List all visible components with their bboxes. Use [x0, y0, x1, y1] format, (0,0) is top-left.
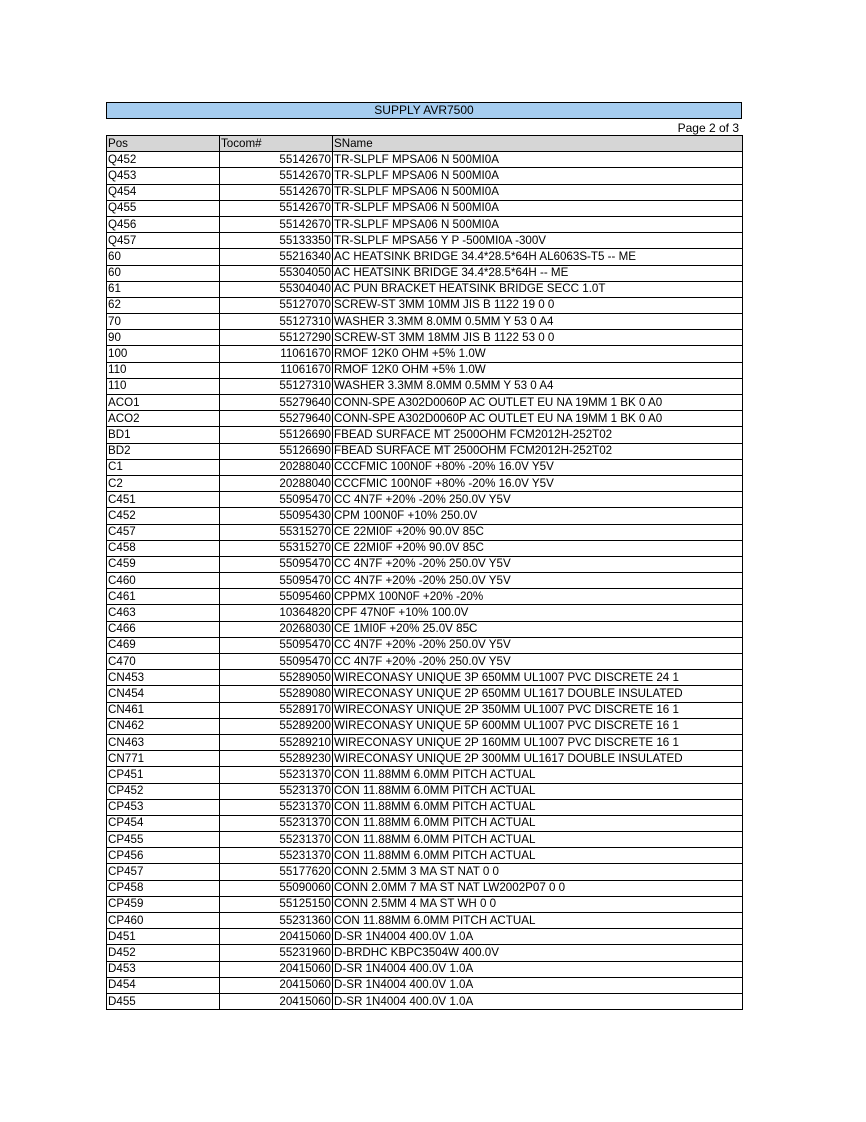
cell-tocom: 55177620 — [220, 864, 333, 880]
cell-tocom: 55231360 — [220, 913, 333, 929]
cell-tocom: 55142670 — [220, 168, 333, 184]
cell-sname: CE 1MI0F +20% 25.0V 85C — [333, 621, 743, 637]
cell-tocom: 55289050 — [220, 670, 333, 686]
cell-tocom: 55127290 — [220, 330, 333, 346]
table-row — [107, 411, 743, 427]
cell-sname: WASHER 3.3MM 8.0MM 0.5MM Y 53 0 A4 — [333, 314, 743, 330]
cell-sname: AC HEATSINK BRIDGE 34.4*28.5*64H -- ME — [333, 265, 743, 281]
table-row — [107, 492, 743, 508]
cell-sname: CON 11.88MM 6.0MM PITCH ACTUAL — [333, 815, 743, 831]
cell-tocom: 55133350 — [220, 233, 333, 249]
table-row — [107, 233, 743, 249]
cell-tocom: 55304050 — [220, 265, 333, 281]
cell-tocom: 55315270 — [220, 540, 333, 556]
cell-tocom: 55231370 — [220, 799, 333, 815]
cell-sname: TR-SLPLF MPSA06 N 500MI0A — [333, 152, 743, 168]
cell-sname: SCREW-ST 3MM 10MM JIS B 1122 19 0 0 — [333, 297, 743, 313]
cell-sname: WASHER 3.3MM 8.0MM 0.5MM Y 53 0 A4 — [333, 378, 743, 394]
cell-pos: Q454 — [107, 184, 220, 200]
cell-tocom: 55289210 — [220, 734, 333, 750]
cell-tocom: 55090060 — [220, 880, 333, 896]
cell-sname: TR-SLPLF MPSA06 N 500MI0A — [333, 216, 743, 232]
table-row — [107, 395, 743, 411]
cell-pos: 61 — [107, 281, 220, 297]
cell-pos: CP453 — [107, 799, 220, 815]
cell-sname: WIRECONASY UNIQUE 2P 160MM UL1007 PVC DISCRETE 16 1 — [333, 734, 743, 750]
cell-tocom: 55142670 — [220, 152, 333, 168]
cell-tocom: 55289200 — [220, 718, 333, 734]
table-row — [107, 637, 743, 653]
cell-tocom: 11061670 — [220, 346, 333, 362]
cell-tocom: 55095470 — [220, 573, 333, 589]
cell-sname: CONN-SPE A302D0060P AC OUTLET EU NA 19MM 1 BK 0 A0 — [333, 395, 743, 411]
cell-sname: CON 11.88MM 6.0MM PITCH ACTUAL — [333, 832, 743, 848]
cell-tocom: 55095470 — [220, 654, 333, 670]
column-header-pos: Pos — [107, 136, 220, 152]
cell-pos: C451 — [107, 492, 220, 508]
cell-sname: CC 4N7F +20% -20% 250.0V Y5V — [333, 556, 743, 572]
cell-sname: WIRECONASY UNIQUE 2P 650MM UL1617 DOUBLE INSULATED — [333, 686, 743, 702]
cell-sname: TR-SLPLF MPSA06 N 500MI0A — [333, 200, 743, 216]
table-row — [107, 378, 743, 394]
cell-pos: C463 — [107, 605, 220, 621]
table-row — [107, 281, 743, 297]
cell-pos: 70 — [107, 314, 220, 330]
table-row — [107, 475, 743, 491]
table-row — [107, 799, 743, 815]
cell-tocom: 20288040 — [220, 475, 333, 491]
parts-list-sheet — [106, 102, 742, 1010]
cell-sname: CONN 2.0MM 7 MA ST NAT LW2002P07 0 0 — [333, 880, 743, 896]
cell-tocom: 55127070 — [220, 297, 333, 313]
cell-sname: CC 4N7F +20% -20% 250.0V Y5V — [333, 573, 743, 589]
table-row — [107, 573, 743, 589]
cell-sname: CPPMX 100N0F +20% -20% — [333, 589, 743, 605]
cell-sname: CONN 2.5MM 3 MA ST NAT 0 0 — [333, 864, 743, 880]
cell-tocom: 55095430 — [220, 508, 333, 524]
cell-sname: RMOF 12K0 OHM +5% 1.0W — [333, 362, 743, 378]
cell-pos: 100 — [107, 346, 220, 362]
cell-sname: CON 11.88MM 6.0MM PITCH ACTUAL — [333, 783, 743, 799]
cell-tocom: 55231370 — [220, 783, 333, 799]
table-row — [107, 913, 743, 929]
table-row — [107, 702, 743, 718]
cell-sname: FBEAD SURFACE MT 2500OHM FCM2012H-252T02 — [333, 427, 743, 443]
table-row — [107, 265, 743, 281]
cell-tocom: 55289230 — [220, 751, 333, 767]
cell-tocom: 20415060 — [220, 929, 333, 945]
cell-sname: CCCFMIC 100N0F +80% -20% 16.0V Y5V — [333, 459, 743, 475]
cell-pos: Q455 — [107, 200, 220, 216]
table-row — [107, 184, 743, 200]
table-row — [107, 783, 743, 799]
table-row — [107, 718, 743, 734]
cell-tocom: 55279640 — [220, 411, 333, 427]
cell-sname: CE 22MI0F +20% 90.0V 85C — [333, 524, 743, 540]
table-row — [107, 815, 743, 831]
cell-tocom: 55231370 — [220, 767, 333, 783]
cell-sname: CPF 47N0F +10% 100.0V — [333, 605, 743, 621]
cell-sname: TR-SLPLF MPSA06 N 500MI0A — [333, 168, 743, 184]
cell-pos: C470 — [107, 654, 220, 670]
cell-pos: ACO2 — [107, 411, 220, 427]
cell-sname: D-SR 1N4004 400.0V 1.0A — [333, 961, 743, 977]
cell-tocom: 55231370 — [220, 815, 333, 831]
table-row — [107, 848, 743, 864]
cell-pos: C469 — [107, 637, 220, 653]
cell-sname: D-SR 1N4004 400.0V 1.0A — [333, 929, 743, 945]
cell-sname: RMOF 12K0 OHM +5% 1.0W — [333, 346, 743, 362]
cell-sname: CPM 100N0F +10% 250.0V — [333, 508, 743, 524]
cell-tocom: 55126690 — [220, 443, 333, 459]
table-row — [107, 929, 743, 945]
table-row — [107, 961, 743, 977]
cell-tocom: 55126690 — [220, 427, 333, 443]
cell-pos: CP460 — [107, 913, 220, 929]
cell-pos: Q453 — [107, 168, 220, 184]
cell-sname: CC 4N7F +20% -20% 250.0V Y5V — [333, 654, 743, 670]
cell-pos: C459 — [107, 556, 220, 572]
cell-sname: CE 22MI0F +20% 90.0V 85C — [333, 540, 743, 556]
cell-pos: CN463 — [107, 734, 220, 750]
cell-tocom: 55279640 — [220, 395, 333, 411]
cell-sname: SCREW-ST 3MM 18MM JIS B 1122 53 0 0 — [333, 330, 743, 346]
cell-tocom: 55125150 — [220, 896, 333, 912]
table-row — [107, 993, 743, 1009]
cell-tocom: 20415060 — [220, 961, 333, 977]
cell-pos: CN454 — [107, 686, 220, 702]
cell-pos: 60 — [107, 249, 220, 265]
cell-pos: D452 — [107, 945, 220, 961]
cell-tocom: 20415060 — [220, 993, 333, 1009]
table-row — [107, 945, 743, 961]
cell-pos: CP451 — [107, 767, 220, 783]
table-row — [107, 864, 743, 880]
cell-pos: CN462 — [107, 718, 220, 734]
cell-tocom: 55142670 — [220, 200, 333, 216]
cell-pos: 62 — [107, 297, 220, 313]
cell-tocom: 55095470 — [220, 556, 333, 572]
cell-tocom: 55315270 — [220, 524, 333, 540]
cell-pos: C452 — [107, 508, 220, 524]
cell-tocom: 20288040 — [220, 459, 333, 475]
table-row — [107, 832, 743, 848]
cell-pos: CN771 — [107, 751, 220, 767]
cell-tocom: 20268030 — [220, 621, 333, 637]
header-row — [107, 136, 743, 152]
cell-pos: 60 — [107, 265, 220, 281]
table-row — [107, 346, 743, 362]
cell-pos: CP458 — [107, 880, 220, 896]
cell-pos: ACO1 — [107, 395, 220, 411]
table-row — [107, 362, 743, 378]
cell-pos: C461 — [107, 589, 220, 605]
table-row — [107, 427, 743, 443]
cell-pos: CP459 — [107, 896, 220, 912]
cell-sname: TR-SLPLF MPSA56 Y P -500MI0A -300V — [333, 233, 743, 249]
cell-sname: D-SR 1N4004 400.0V 1.0A — [333, 993, 743, 1009]
cell-sname: D-BRDHC KBPC3504W 400.0V — [333, 945, 743, 961]
cell-sname: FBEAD SURFACE MT 2500OHM FCM2012H-252T02 — [333, 443, 743, 459]
table-row — [107, 443, 743, 459]
table-row — [107, 314, 743, 330]
cell-pos: BD1 — [107, 427, 220, 443]
table-row — [107, 589, 743, 605]
cell-pos: C466 — [107, 621, 220, 637]
table-row — [107, 508, 743, 524]
cell-pos: D453 — [107, 961, 220, 977]
table-body — [107, 152, 743, 1010]
table-row — [107, 152, 743, 168]
table-row — [107, 540, 743, 556]
cell-pos: CN453 — [107, 670, 220, 686]
cell-pos: CP452 — [107, 783, 220, 799]
table-row — [107, 654, 743, 670]
cell-pos: CN461 — [107, 702, 220, 718]
table-row — [107, 767, 743, 783]
cell-pos: 90 — [107, 330, 220, 346]
table-row — [107, 686, 743, 702]
cell-tocom: 55095460 — [220, 589, 333, 605]
cell-sname: AC PUN BRACKET HEATSINK BRIDGE SECC 1.0T — [333, 281, 743, 297]
cell-tocom: 55231370 — [220, 848, 333, 864]
cell-pos: CP457 — [107, 864, 220, 880]
cell-tocom: 55095470 — [220, 492, 333, 508]
cell-sname: CON 11.88MM 6.0MM PITCH ACTUAL — [333, 848, 743, 864]
table-row — [107, 670, 743, 686]
cell-sname: CONN 2.5MM 4 MA ST WH 0 0 — [333, 896, 743, 912]
page-indicator: Page 2 of 3 — [677, 121, 739, 135]
cell-pos: 110 — [107, 378, 220, 394]
table-row — [107, 605, 743, 621]
cell-sname: WIRECONASY UNIQUE 2P 300MM UL1617 DOUBLE INSULATED — [333, 751, 743, 767]
cell-sname: WIRECONASY UNIQUE 2P 350MM UL1007 PVC DISCRETE 16 1 — [333, 702, 743, 718]
cell-tocom: 20415060 — [220, 977, 333, 993]
cell-sname: D-SR 1N4004 400.0V 1.0A — [333, 977, 743, 993]
table-row — [107, 168, 743, 184]
table-row — [107, 734, 743, 750]
cell-tocom: 11061670 — [220, 362, 333, 378]
table-row — [107, 297, 743, 313]
cell-pos: Q457 — [107, 233, 220, 249]
cell-pos: 110 — [107, 362, 220, 378]
cell-tocom: 55289080 — [220, 686, 333, 702]
table-row — [107, 330, 743, 346]
cell-pos: CP454 — [107, 815, 220, 831]
cell-pos: C1 — [107, 459, 220, 475]
table-row — [107, 200, 743, 216]
cell-pos: D454 — [107, 977, 220, 993]
parts-table — [106, 135, 743, 1010]
cell-pos: CP455 — [107, 832, 220, 848]
cell-pos: D451 — [107, 929, 220, 945]
cell-tocom: 55127310 — [220, 378, 333, 394]
cell-pos: C457 — [107, 524, 220, 540]
table-row — [107, 556, 743, 572]
cell-pos: Q452 — [107, 152, 220, 168]
table-row — [107, 751, 743, 767]
table-row — [107, 977, 743, 993]
table-row — [107, 216, 743, 232]
cell-sname: TR-SLPLF MPSA06 N 500MI0A — [333, 184, 743, 200]
cell-pos: CP456 — [107, 848, 220, 864]
cell-tocom: 55095470 — [220, 637, 333, 653]
table-row — [107, 621, 743, 637]
table-row — [107, 896, 743, 912]
table-row — [107, 459, 743, 475]
cell-sname: CONN-SPE A302D0060P AC OUTLET EU NA 19MM 1 BK 0 A0 — [333, 411, 743, 427]
cell-sname: CC 4N7F +20% -20% 250.0V Y5V — [333, 492, 743, 508]
cell-tocom: 10364820 — [220, 605, 333, 621]
cell-pos: Q456 — [107, 216, 220, 232]
cell-sname: CCCFMIC 100N0F +80% -20% 16.0V Y5V — [333, 475, 743, 491]
cell-sname: WIRECONASY UNIQUE 5P 600MM UL1007 PVC DISCRETE 16 1 — [333, 718, 743, 734]
table-row — [107, 880, 743, 896]
cell-sname: CC 4N7F +20% -20% 250.0V Y5V — [333, 637, 743, 653]
cell-tocom: 55304040 — [220, 281, 333, 297]
cell-tocom: 55231960 — [220, 945, 333, 961]
cell-tocom: 55142670 — [220, 216, 333, 232]
cell-sname: CON 11.88MM 6.0MM PITCH ACTUAL — [333, 799, 743, 815]
cell-tocom: 55231370 — [220, 832, 333, 848]
table-row — [107, 524, 743, 540]
cell-pos: C2 — [107, 475, 220, 491]
cell-tocom: 55289170 — [220, 702, 333, 718]
sheet-title: SUPPLY AVR7500 — [106, 102, 742, 119]
cell-sname: AC HEATSINK BRIDGE 34.4*28.5*64H AL6063S-T5 -- ME — [333, 249, 743, 265]
column-header-tocom: Tocom# — [220, 136, 333, 152]
column-header-sname: SName — [333, 136, 743, 152]
cell-pos: C458 — [107, 540, 220, 556]
cell-sname: WIRECONASY UNIQUE 3P 650MM UL1007 PVC DISCRETE 24 1 — [333, 670, 743, 686]
cell-tocom: 55142670 — [220, 184, 333, 200]
cell-sname: CON 11.88MM 6.0MM PITCH ACTUAL — [333, 913, 743, 929]
cell-pos: BD2 — [107, 443, 220, 459]
table-row — [107, 249, 743, 265]
cell-sname: CON 11.88MM 6.0MM PITCH ACTUAL — [333, 767, 743, 783]
cell-tocom: 55127310 — [220, 314, 333, 330]
cell-pos: D455 — [107, 993, 220, 1009]
cell-tocom: 55216340 — [220, 249, 333, 265]
cell-pos: C460 — [107, 573, 220, 589]
